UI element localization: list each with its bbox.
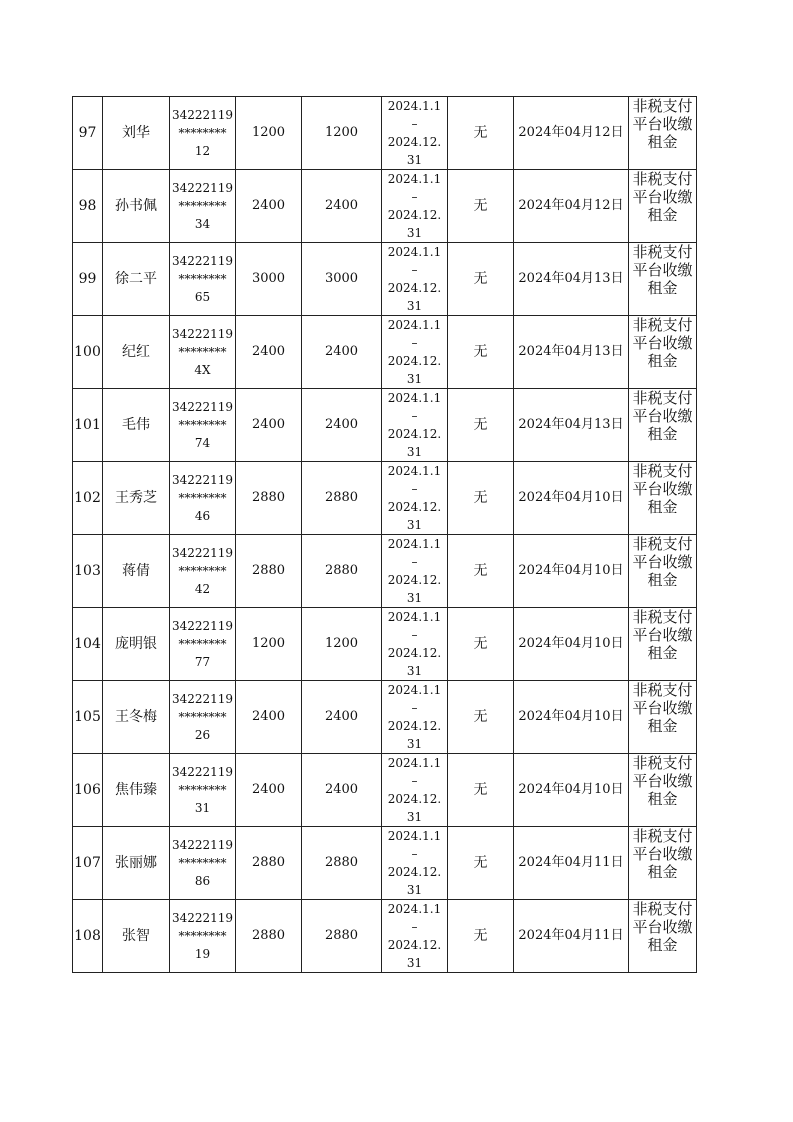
id-prefix: 34222119 bbox=[171, 838, 234, 852]
id-mask: ******** bbox=[178, 418, 227, 432]
remark: 无 bbox=[448, 243, 514, 316]
payment-date: 2024年04月10日 bbox=[514, 754, 629, 827]
amount-paid: 2400 bbox=[302, 754, 382, 827]
id-prefix: 34222119 bbox=[171, 181, 234, 195]
id-suffix: 12 bbox=[194, 144, 211, 158]
period-end: 2024.12. bbox=[387, 427, 442, 441]
payment-source bbox=[629, 608, 697, 681]
id-suffix: 26 bbox=[194, 728, 211, 742]
id-mask: ******** bbox=[178, 564, 227, 578]
row-index: 101 bbox=[73, 389, 103, 462]
id-mask: ******** bbox=[178, 637, 227, 651]
amount-paid: 2880 bbox=[302, 462, 382, 535]
rent-period bbox=[382, 170, 448, 243]
table-row bbox=[73, 243, 697, 316]
amount-due: 2400 bbox=[236, 316, 302, 389]
period-dash: – bbox=[411, 263, 418, 277]
payment-source-text: 非税支付平台收缴租金 bbox=[632, 608, 693, 662]
period-dash: – bbox=[411, 117, 418, 131]
period-end-day: 31 bbox=[406, 445, 423, 459]
period-end-day: 31 bbox=[406, 299, 423, 313]
payment-source bbox=[629, 462, 697, 535]
rent-period bbox=[382, 97, 448, 170]
amount-due: 2880 bbox=[236, 827, 302, 900]
row-index: 108 bbox=[73, 900, 103, 973]
remark: 无 bbox=[448, 827, 514, 900]
period-start: 2024.1.1 bbox=[387, 172, 442, 186]
period-end-day: 31 bbox=[406, 810, 423, 824]
amount-due: 3000 bbox=[236, 243, 302, 316]
table-row bbox=[73, 681, 697, 754]
period-end-day: 31 bbox=[406, 153, 423, 167]
amount-due: 1200 bbox=[236, 97, 302, 170]
remark: 无 bbox=[448, 316, 514, 389]
id-mask: ******** bbox=[178, 126, 227, 140]
period-end-day: 31 bbox=[406, 591, 423, 605]
person-name: 徐二平 bbox=[103, 243, 170, 316]
payment-source bbox=[629, 389, 697, 462]
table-row bbox=[73, 535, 697, 608]
remark: 无 bbox=[448, 681, 514, 754]
id-prefix: 34222119 bbox=[171, 108, 234, 122]
period-dash: – bbox=[411, 482, 418, 496]
person-name: 张丽娜 bbox=[103, 827, 170, 900]
payment-source bbox=[629, 170, 697, 243]
period-end-day: 31 bbox=[406, 372, 423, 386]
period-start: 2024.1.1 bbox=[387, 610, 442, 624]
id-suffix: 46 bbox=[194, 509, 211, 523]
id-number bbox=[170, 170, 236, 243]
amount-paid: 2880 bbox=[302, 535, 382, 608]
row-index: 98 bbox=[73, 170, 103, 243]
id-number bbox=[170, 827, 236, 900]
payment-source-text: 非税支付平台收缴租金 bbox=[632, 827, 693, 881]
rent-period bbox=[382, 535, 448, 608]
row-index: 107 bbox=[73, 827, 103, 900]
period-dash: – bbox=[411, 409, 418, 423]
period-end-day: 31 bbox=[406, 956, 423, 970]
period-end: 2024.12. bbox=[387, 573, 442, 587]
id-mask: ******** bbox=[178, 272, 227, 286]
id-number bbox=[170, 900, 236, 973]
table-row bbox=[73, 754, 697, 827]
id-suffix: 42 bbox=[194, 582, 211, 596]
payment-date: 2024年04月13日 bbox=[514, 243, 629, 316]
period-dash: – bbox=[411, 920, 418, 934]
rent-period bbox=[382, 827, 448, 900]
rent-period bbox=[382, 389, 448, 462]
payment-source bbox=[629, 900, 697, 973]
amount-paid: 3000 bbox=[302, 243, 382, 316]
period-end-day: 31 bbox=[406, 737, 423, 751]
id-number bbox=[170, 389, 236, 462]
period-start: 2024.1.1 bbox=[387, 464, 442, 478]
period-end: 2024.12. bbox=[387, 792, 442, 806]
amount-due: 2880 bbox=[236, 900, 302, 973]
id-mask: ******** bbox=[178, 199, 227, 213]
amount-due: 2880 bbox=[236, 535, 302, 608]
payment-source bbox=[629, 243, 697, 316]
period-dash: – bbox=[411, 774, 418, 788]
period-end-day: 31 bbox=[406, 226, 423, 240]
payment-source bbox=[629, 316, 697, 389]
amount-due: 2400 bbox=[236, 170, 302, 243]
table-row bbox=[73, 97, 697, 170]
id-mask: ******** bbox=[178, 491, 227, 505]
id-mask: ******** bbox=[178, 783, 227, 797]
row-index: 102 bbox=[73, 462, 103, 535]
period-start: 2024.1.1 bbox=[387, 902, 442, 916]
table-row bbox=[73, 316, 697, 389]
id-prefix: 34222119 bbox=[171, 473, 234, 487]
amount-paid: 2400 bbox=[302, 170, 382, 243]
period-start: 2024.1.1 bbox=[387, 829, 442, 843]
id-prefix: 34222119 bbox=[171, 546, 234, 560]
row-index: 103 bbox=[73, 535, 103, 608]
amount-paid: 2880 bbox=[302, 900, 382, 973]
id-number bbox=[170, 316, 236, 389]
period-dash: – bbox=[411, 701, 418, 715]
period-end: 2024.12. bbox=[387, 938, 442, 952]
id-suffix: 19 bbox=[194, 947, 211, 961]
table-row bbox=[73, 900, 697, 973]
rent-period bbox=[382, 900, 448, 973]
id-prefix: 34222119 bbox=[171, 619, 234, 633]
rent-period bbox=[382, 608, 448, 681]
id-mask: ******** bbox=[178, 345, 227, 359]
amount-due: 1200 bbox=[236, 608, 302, 681]
payment-date: 2024年04月10日 bbox=[514, 681, 629, 754]
id-suffix: 34 bbox=[194, 217, 211, 231]
period-dash: – bbox=[411, 555, 418, 569]
period-end: 2024.12. bbox=[387, 208, 442, 222]
table-row bbox=[73, 389, 697, 462]
period-end: 2024.12. bbox=[387, 281, 442, 295]
amount-due: 2400 bbox=[236, 754, 302, 827]
payment-source-text: 非税支付平台收缴租金 bbox=[632, 243, 693, 297]
id-number bbox=[170, 681, 236, 754]
remark: 无 bbox=[448, 97, 514, 170]
payment-source-text: 非税支付平台收缴租金 bbox=[632, 316, 693, 370]
period-end: 2024.12. bbox=[387, 865, 442, 879]
period-end-day: 31 bbox=[406, 518, 423, 532]
person-name: 庞明银 bbox=[103, 608, 170, 681]
period-start: 2024.1.1 bbox=[387, 756, 442, 770]
id-number bbox=[170, 462, 236, 535]
id-prefix: 34222119 bbox=[171, 254, 234, 268]
amount-due: 2880 bbox=[236, 462, 302, 535]
payment-source-text: 非税支付平台收缴租金 bbox=[632, 389, 693, 443]
payment-source bbox=[629, 681, 697, 754]
table-row bbox=[73, 170, 697, 243]
id-mask: ******** bbox=[178, 856, 227, 870]
id-suffix: 86 bbox=[194, 874, 211, 888]
remark: 无 bbox=[448, 389, 514, 462]
period-start: 2024.1.1 bbox=[387, 683, 442, 697]
person-name: 焦伟臻 bbox=[103, 754, 170, 827]
id-prefix: 34222119 bbox=[171, 765, 234, 779]
table-row bbox=[73, 462, 697, 535]
person-name: 刘华 bbox=[103, 97, 170, 170]
payment-date: 2024年04月12日 bbox=[514, 170, 629, 243]
amount-paid: 1200 bbox=[302, 608, 382, 681]
period-dash: – bbox=[411, 336, 418, 350]
remark: 无 bbox=[448, 754, 514, 827]
id-mask: ******** bbox=[178, 929, 227, 943]
id-prefix: 34222119 bbox=[171, 327, 234, 341]
amount-due: 2400 bbox=[236, 681, 302, 754]
payment-source bbox=[629, 754, 697, 827]
period-start: 2024.1.1 bbox=[387, 245, 442, 259]
period-end: 2024.12. bbox=[387, 135, 442, 149]
period-start: 2024.1.1 bbox=[387, 537, 442, 551]
payment-source-text: 非税支付平台收缴租金 bbox=[632, 900, 693, 954]
amount-due: 2400 bbox=[236, 389, 302, 462]
row-index: 99 bbox=[73, 243, 103, 316]
id-suffix: 77 bbox=[194, 655, 211, 669]
amount-paid: 1200 bbox=[302, 97, 382, 170]
payment-source-text: 非税支付平台收缴租金 bbox=[632, 535, 693, 589]
period-start: 2024.1.1 bbox=[387, 99, 442, 113]
period-end: 2024.12. bbox=[387, 719, 442, 733]
id-prefix: 34222119 bbox=[171, 911, 234, 925]
row-index: 104 bbox=[73, 608, 103, 681]
id-prefix: 34222119 bbox=[171, 400, 234, 414]
person-name: 张智 bbox=[103, 900, 170, 973]
payment-date: 2024年04月12日 bbox=[514, 97, 629, 170]
person-name: 王秀芝 bbox=[103, 462, 170, 535]
period-end-day: 31 bbox=[406, 664, 423, 678]
table-row bbox=[73, 827, 697, 900]
payment-source bbox=[629, 535, 697, 608]
remark: 无 bbox=[448, 462, 514, 535]
period-end: 2024.12. bbox=[387, 500, 442, 514]
id-number bbox=[170, 608, 236, 681]
row-index: 100 bbox=[73, 316, 103, 389]
id-suffix: 4X bbox=[194, 363, 211, 377]
period-start: 2024.1.1 bbox=[387, 391, 442, 405]
payment-source-text: 非税支付平台收缴租金 bbox=[632, 754, 693, 808]
id-number bbox=[170, 754, 236, 827]
person-name: 蒋倩 bbox=[103, 535, 170, 608]
period-dash: – bbox=[411, 628, 418, 642]
id-suffix: 65 bbox=[194, 290, 211, 304]
person-name: 毛伟 bbox=[103, 389, 170, 462]
payment-date: 2024年04月10日 bbox=[514, 608, 629, 681]
id-number bbox=[170, 535, 236, 608]
payment-date: 2024年04月10日 bbox=[514, 462, 629, 535]
payment-date: 2024年04月13日 bbox=[514, 316, 629, 389]
rent-period bbox=[382, 243, 448, 316]
remark: 无 bbox=[448, 900, 514, 973]
row-index: 106 bbox=[73, 754, 103, 827]
period-end-day: 31 bbox=[406, 883, 423, 897]
payment-source-text: 非税支付平台收缴租金 bbox=[632, 170, 693, 224]
id-suffix: 31 bbox=[194, 801, 211, 815]
id-number bbox=[170, 97, 236, 170]
row-index: 105 bbox=[73, 681, 103, 754]
payment-date: 2024年04月11日 bbox=[514, 900, 629, 973]
payment-date: 2024年04月10日 bbox=[514, 535, 629, 608]
person-name: 王冬梅 bbox=[103, 681, 170, 754]
remark: 无 bbox=[448, 535, 514, 608]
remark: 无 bbox=[448, 608, 514, 681]
rent-period bbox=[382, 316, 448, 389]
payment-date: 2024年04月11日 bbox=[514, 827, 629, 900]
payment-source bbox=[629, 97, 697, 170]
id-number bbox=[170, 243, 236, 316]
id-mask: ******** bbox=[178, 710, 227, 724]
payment-table bbox=[72, 96, 697, 973]
amount-paid: 2400 bbox=[302, 389, 382, 462]
period-end: 2024.12. bbox=[387, 646, 442, 660]
person-name: 孙书佩 bbox=[103, 170, 170, 243]
remark: 无 bbox=[448, 170, 514, 243]
period-end: 2024.12. bbox=[387, 354, 442, 368]
payment-source-text: 非税支付平台收缴租金 bbox=[632, 462, 693, 516]
payment-source-text: 非税支付平台收缴租金 bbox=[632, 97, 693, 151]
row-index: 97 bbox=[73, 97, 103, 170]
id-suffix: 74 bbox=[194, 436, 211, 450]
amount-paid: 2400 bbox=[302, 681, 382, 754]
rent-period bbox=[382, 462, 448, 535]
amount-paid: 2880 bbox=[302, 827, 382, 900]
rent-period bbox=[382, 681, 448, 754]
id-prefix: 34222119 bbox=[171, 692, 234, 706]
period-start: 2024.1.1 bbox=[387, 318, 442, 332]
amount-paid: 2400 bbox=[302, 316, 382, 389]
period-dash: – bbox=[411, 190, 418, 204]
table-row bbox=[73, 608, 697, 681]
rent-period bbox=[382, 754, 448, 827]
payment-date: 2024年04月13日 bbox=[514, 389, 629, 462]
period-dash: – bbox=[411, 847, 418, 861]
payment-source-text: 非税支付平台收缴租金 bbox=[632, 681, 693, 735]
table-body bbox=[73, 97, 697, 973]
payment-source bbox=[629, 827, 697, 900]
person-name: 纪红 bbox=[103, 316, 170, 389]
